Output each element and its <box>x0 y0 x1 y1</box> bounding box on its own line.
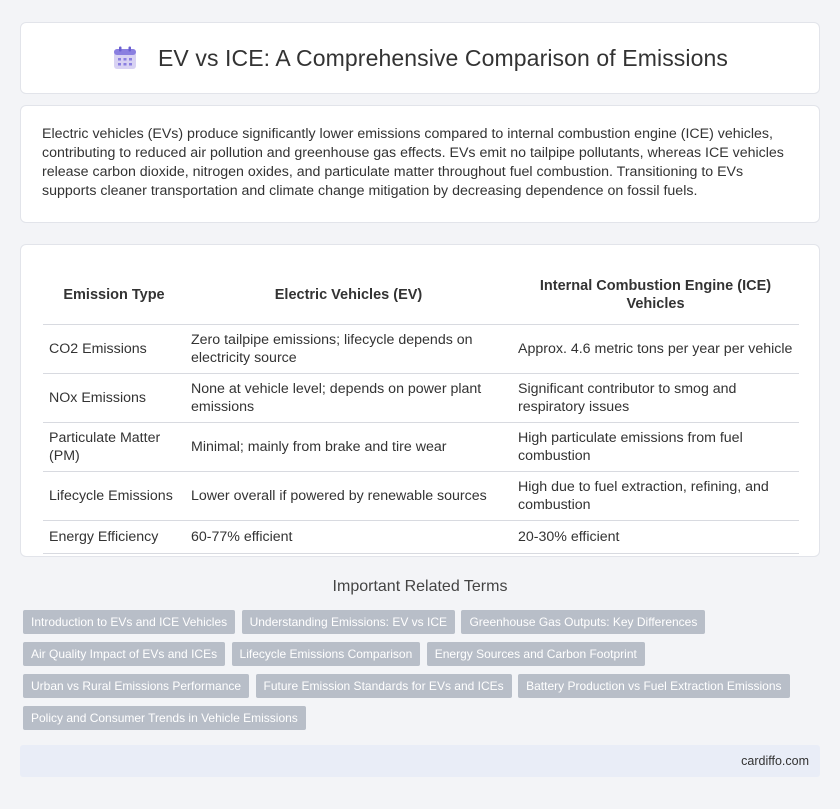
table-cell: NOx Emissions <box>43 374 185 423</box>
page-title: EV vs ICE: A Comprehensive Comparison of Emissions <box>157 44 728 71</box>
table-row <box>43 325 799 374</box>
related-term-tag[interactable]: Greenhouse Gas Outputs: Key Differences <box>461 610 705 634</box>
comparison-table <box>43 265 799 554</box>
table-cell: 60-77% efficient <box>185 521 512 554</box>
title-card <box>20 22 820 94</box>
table-cell: 20-30% efficient <box>512 521 799 554</box>
related-term-tag[interactable]: Air Quality Impact of EVs and ICEs <box>23 642 225 666</box>
comparison-table-card <box>20 244 820 557</box>
table-cell: Lifecycle Emissions <box>43 472 185 521</box>
intro-text: Electric vehicles (EVs) produce significantly lower emissions compared to internal combustion engine (ICE) vehicles, contributing to reduced air pollution and greenhouse gas effects. EVs emit no tailpipe pollutants, whereas ICE vehicles release carbon dioxide, nitrogen oxides, and particulate matter throughout fuel combustion. Transitioning to EVs supports cleaner transportation and climate change mitigation by decreasing dependence on fossil fuels. <box>42 126 784 199</box>
table-cell: High particulate emissions from fuel combustion <box>512 423 799 472</box>
table-cell: High due to fuel extraction, refining, and combustion <box>512 472 799 521</box>
related-term-tag[interactable]: Introduction to EVs and ICE Vehicles <box>23 610 235 634</box>
table-cell: Minimal; mainly from brake and tire wear <box>185 423 512 472</box>
related-term-tag[interactable]: Future Emission Standards for EVs and ICEs <box>256 674 512 698</box>
table-cell: CO2 Emissions <box>43 325 185 374</box>
table-cell: Particulate Matter (PM) <box>43 423 185 472</box>
table-cell: Lower overall if powered by renewable sources <box>185 472 512 521</box>
table-row <box>43 374 799 423</box>
column-header: Emission Type <box>43 265 185 325</box>
related-terms-tags <box>23 610 818 738</box>
related-term-tag[interactable]: Understanding Emissions: EV vs ICE <box>242 610 455 634</box>
footer <box>20 745 820 777</box>
column-header: Internal Combustion Engine (ICE) Vehicles <box>512 265 799 325</box>
related-term-tag[interactable]: Policy and Consumer Trends in Vehicle Emissions <box>23 706 306 730</box>
table-cell: Zero tailpipe emissions; lifecycle depends on electricity source <box>185 325 512 374</box>
table-row <box>43 521 799 554</box>
related-term-tag[interactable]: Lifecycle Emissions Comparison <box>232 642 421 666</box>
related-terms-title: Important Related Terms <box>332 578 508 595</box>
footer-site-link[interactable]: cardiffo.com <box>741 754 809 768</box>
column-header: Electric Vehicles (EV) <box>185 265 512 325</box>
table-cell: Approx. 4.6 metric tons per year per vehicle <box>512 325 799 374</box>
intro-card <box>20 105 820 223</box>
related-term-tag[interactable]: Energy Sources and Carbon Footprint <box>427 642 645 666</box>
table-row <box>43 423 799 472</box>
table-row <box>43 472 799 521</box>
table-cell: Energy Efficiency <box>43 521 185 554</box>
table-cell: None at vehicle level; depends on power plant emissions <box>185 374 512 423</box>
related-term-tag[interactable]: Urban vs Rural Emissions Performance <box>23 674 249 698</box>
calendar-icon <box>112 45 138 71</box>
table-cell: Significant contributor to smog and respiratory issues <box>512 374 799 423</box>
related-term-tag[interactable]: Battery Production vs Fuel Extraction Emissions <box>518 674 789 698</box>
